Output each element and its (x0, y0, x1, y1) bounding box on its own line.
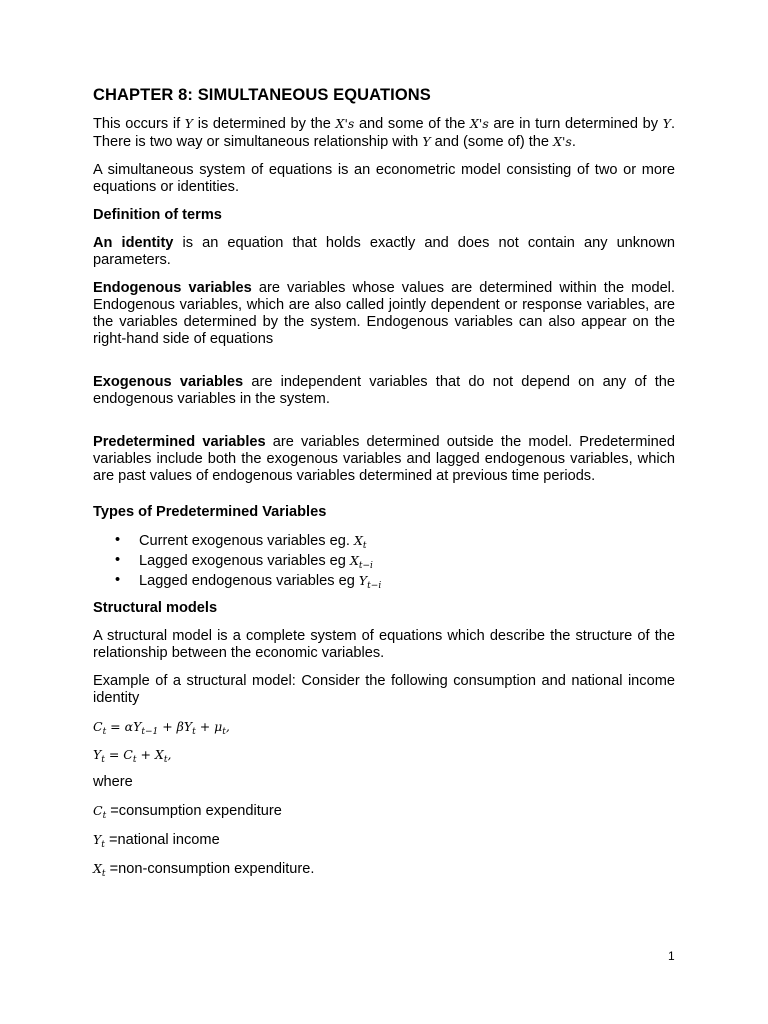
list-item: • Current exogenous variables eg. $X_t$ (115, 532, 367, 551)
list-item: • Lagged endogenous variables eg $Y_{t-i}$ (115, 572, 382, 591)
where-label: where (93, 774, 133, 790)
bullet-icon: • (115, 572, 121, 588)
variable-definition: $X_t$ =non-consumption expenditure. (93, 861, 315, 879)
page-number: 1 (668, 949, 675, 963)
bullet-icon: • (115, 532, 121, 548)
variable-definition: $C_t$ =consumption expenditure (93, 803, 282, 821)
equation-income-identity: $Y_t = C_t + X_t$, (93, 747, 172, 765)
example-paragraph: Example of a structural model: Consider the following consumption and national income identity (93, 673, 675, 706)
structural-heading: Structural models (93, 600, 218, 616)
page-content (93, 86, 675, 878)
simultaneous-definition: A simultaneous system of equations is an econometric model consisting of two or more equations or identities. (93, 162, 675, 195)
exogenous-definition: Exogenous variables are independent variables that do not depend on any of the endogenous variables in the system. (93, 374, 675, 407)
types-heading: Types of Predetermined Variables (93, 504, 327, 520)
equation-consumption: $C_t = \alpha Y_{t-1} + \beta Y_t + \mu_t$, (93, 719, 230, 737)
definition-heading: Definition of terms (93, 207, 222, 223)
identity-definition: An identity is an equation that holds exactly and does not contain any unknown parameters. (93, 235, 675, 268)
intro-paragraph: This occurs if Y is determined by the X's and some of the X's are in turn determined by Y. There is two way or simultaneous relationship with Y and (some of) the X's. (93, 116, 676, 150)
predetermined-definition: Predetermined variables are variables determined outside the model. Predetermined variables include both the exogenous variables and lagged endogenous variables, which are past values of endogenous variables determined at previous time periods. (93, 434, 676, 484)
chapter-title: CHAPTER 8: SIMULTANEOUS EQUATIONS (93, 86, 431, 104)
bullet-icon: • (115, 552, 121, 568)
variable-definition: $Y_t$ =national income (93, 832, 220, 850)
list-item: • Lagged exogenous variables eg $X_{t-i}$ (115, 552, 373, 571)
structural-definition: A structural model is a complete system of equations which describe the structure of the relationship between the economic variables. (93, 628, 675, 661)
predetermined-types-list (93, 531, 675, 591)
endogenous-definition: Endogenous variables are variables whose values are determined within the model. Endogenous variables, which are also called jointly dependent or response variables, are the variables determined by the system. Endogenous variables can also appear on the right-hand side of equations (93, 280, 675, 347)
